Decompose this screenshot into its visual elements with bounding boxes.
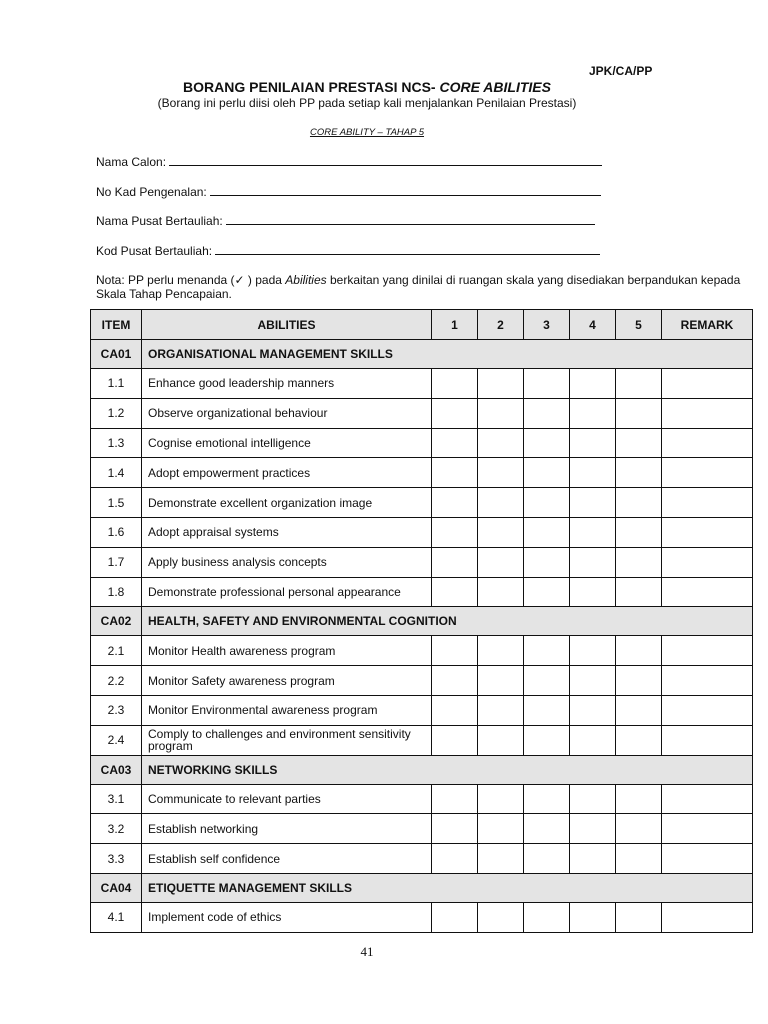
scale-5-cell[interactable] xyxy=(616,369,662,399)
remark-cell[interactable] xyxy=(662,636,753,666)
remark-cell[interactable] xyxy=(662,814,753,844)
ability-description: Enhance good leadership manners xyxy=(142,369,432,399)
note-text-1: Nota: PP perlu menanda (✓ ) pada xyxy=(96,273,286,287)
form-title-main: BORANG PENILAIAN PRESTASI NCS- xyxy=(183,79,440,95)
scale-3-cell[interactable] xyxy=(524,784,570,814)
item-number: 1.6 xyxy=(91,517,142,547)
ability-description: Apply business analysis concepts xyxy=(142,547,432,577)
item-number: 4.1 xyxy=(91,902,142,932)
remark-cell[interactable] xyxy=(662,547,753,577)
ability-description: Observe organizational behaviour xyxy=(142,398,432,428)
scale-5-cell[interactable] xyxy=(616,695,662,725)
field-kod-pusat-bertauliah[interactable] xyxy=(96,243,600,258)
scale-1-cell[interactable] xyxy=(432,844,478,874)
item-number: 3.2 xyxy=(91,814,142,844)
scale-5-cell[interactable] xyxy=(616,398,662,428)
table-row xyxy=(91,488,753,518)
item-number: 1.8 xyxy=(91,577,142,607)
table-row xyxy=(91,547,753,577)
section-header-row xyxy=(91,755,753,784)
scale-3-cell[interactable] xyxy=(524,902,570,932)
ability-description: Demonstrate professional personal appearance xyxy=(142,577,432,607)
scale-4-cell[interactable] xyxy=(570,814,616,844)
note-text-2: berkaitan yang dinilai di ruangan skala yang disediakan berpandukan kepada Skala Tahap Pencapaian. xyxy=(96,273,741,301)
remark-cell[interactable] xyxy=(662,902,753,932)
remark-cell[interactable] xyxy=(662,784,753,814)
scale-3-cell[interactable] xyxy=(524,398,570,428)
item-number: 1.1 xyxy=(91,369,142,399)
scale-3-cell[interactable] xyxy=(524,814,570,844)
scale-1-cell[interactable] xyxy=(432,666,478,696)
scale-1-cell[interactable] xyxy=(432,547,478,577)
scale-4-cell[interactable] xyxy=(570,902,616,932)
remark-cell[interactable] xyxy=(662,844,753,874)
field-label: Nama Calon: xyxy=(96,155,167,169)
scale-2-cell[interactable] xyxy=(478,902,524,932)
ability-description: Monitor Environmental awareness program xyxy=(142,695,432,725)
header-scale-1: 1 xyxy=(432,310,478,340)
scale-5-cell[interactable] xyxy=(616,488,662,518)
scale-4-cell[interactable] xyxy=(570,666,616,696)
table-row xyxy=(91,369,753,399)
scale-3-cell[interactable] xyxy=(524,725,570,755)
item-number: 3.1 xyxy=(91,784,142,814)
section-header-row xyxy=(91,607,753,636)
scale-5-cell[interactable] xyxy=(616,784,662,814)
abilities-assessment-table xyxy=(90,309,753,933)
ability-description: Monitor Health awareness program xyxy=(142,636,432,666)
scale-2-cell[interactable] xyxy=(478,369,524,399)
table-row xyxy=(91,666,753,696)
table-row xyxy=(91,458,753,488)
remark-cell[interactable] xyxy=(662,428,753,458)
scale-4-cell[interactable] xyxy=(570,844,616,874)
scale-1-cell[interactable] xyxy=(432,428,478,458)
scale-2-cell[interactable] xyxy=(478,577,524,607)
scale-2-cell[interactable] xyxy=(478,666,524,696)
form-reference-code: JPK/CA/PP xyxy=(589,64,653,78)
ability-description: Cognise emotional intelligence xyxy=(142,428,432,458)
table-header-row xyxy=(91,310,753,340)
scale-4-cell[interactable] xyxy=(570,725,616,755)
form-title-italic: CORE ABILITIES xyxy=(439,79,551,95)
scale-2-cell[interactable] xyxy=(478,488,524,518)
scale-4-cell[interactable] xyxy=(570,398,616,428)
header-abilities: ABILITIES xyxy=(142,310,432,340)
table-row xyxy=(91,695,753,725)
header-scale-5: 5 xyxy=(616,310,662,340)
scale-1-cell[interactable] xyxy=(432,577,478,607)
scale-5-cell[interactable] xyxy=(616,666,662,696)
scale-2-cell[interactable] xyxy=(478,517,524,547)
field-nama-calon[interactable] xyxy=(96,154,602,169)
table-row xyxy=(91,902,753,932)
scale-2-cell[interactable] xyxy=(478,428,524,458)
scale-5-cell[interactable] xyxy=(616,517,662,547)
scale-3-cell[interactable] xyxy=(524,547,570,577)
field-input-line[interactable] xyxy=(169,154,602,166)
ability-description: Establish self confidence xyxy=(142,844,432,874)
note-text-italic: Abilities xyxy=(285,273,327,287)
ability-description: Adopt empowerment practices xyxy=(142,458,432,488)
field-input-line[interactable] xyxy=(210,184,601,196)
field-label: No Kad Pengenalan: xyxy=(96,185,207,199)
section-code: CA04 xyxy=(91,873,142,902)
scale-4-cell[interactable] xyxy=(570,547,616,577)
page-number: 41 xyxy=(360,944,374,959)
scale-4-cell[interactable] xyxy=(570,577,616,607)
scale-1-cell[interactable] xyxy=(432,636,478,666)
scale-5-cell[interactable] xyxy=(616,902,662,932)
scale-1-cell[interactable] xyxy=(432,784,478,814)
scale-1-cell[interactable] xyxy=(432,814,478,844)
scale-5-cell[interactable] xyxy=(616,814,662,844)
scale-1-cell[interactable] xyxy=(432,725,478,755)
scale-3-cell[interactable] xyxy=(524,428,570,458)
item-number: 2.2 xyxy=(91,666,142,696)
ability-description: Demonstrate excellent organization image xyxy=(142,488,432,518)
remark-cell[interactable] xyxy=(662,488,753,518)
remark-cell[interactable] xyxy=(662,577,753,607)
section-title: ORGANISATIONAL MANAGEMENT SKILLS xyxy=(142,340,753,369)
scale-3-cell[interactable] xyxy=(524,458,570,488)
table-row xyxy=(91,725,753,755)
field-input-line[interactable] xyxy=(226,213,595,225)
scale-5-cell[interactable] xyxy=(616,844,662,874)
field-no-kad-pengenalan[interactable] xyxy=(96,184,601,199)
header-remark: REMARK xyxy=(662,310,753,340)
item-number: 1.3 xyxy=(91,428,142,458)
scale-5-cell[interactable] xyxy=(616,636,662,666)
remark-cell[interactable] xyxy=(662,695,753,725)
header-item: ITEM xyxy=(91,310,142,340)
scale-1-cell[interactable] xyxy=(432,517,478,547)
scale-3-cell[interactable] xyxy=(524,666,570,696)
header-scale-2: 2 xyxy=(478,310,524,340)
scale-5-cell[interactable] xyxy=(616,577,662,607)
header-scale-4: 4 xyxy=(570,310,616,340)
scale-1-cell[interactable] xyxy=(432,458,478,488)
scale-3-cell[interactable] xyxy=(524,636,570,666)
table-row xyxy=(91,844,753,874)
scale-2-cell[interactable] xyxy=(478,725,524,755)
scale-4-cell[interactable] xyxy=(570,488,616,518)
item-number: 2.1 xyxy=(91,636,142,666)
section-title: HEALTH, SAFETY AND ENVIRONMENTAL COGNITION xyxy=(142,607,753,636)
scale-2-cell[interactable] xyxy=(478,547,524,577)
scale-4-cell[interactable] xyxy=(570,458,616,488)
scale-2-cell[interactable] xyxy=(478,814,524,844)
item-number: 1.4 xyxy=(91,458,142,488)
scale-3-cell[interactable] xyxy=(524,577,570,607)
table-row xyxy=(91,428,753,458)
scale-4-cell[interactable] xyxy=(570,695,616,725)
item-number: 3.3 xyxy=(91,844,142,874)
section-title: NETWORKING SKILLS xyxy=(142,755,753,784)
table-row xyxy=(91,517,753,547)
scale-3-cell[interactable] xyxy=(524,369,570,399)
scale-3-cell[interactable] xyxy=(524,488,570,518)
table-row xyxy=(91,577,753,607)
scale-1-cell[interactable] xyxy=(432,695,478,725)
section-code: CA01 xyxy=(91,340,142,369)
remark-cell[interactable] xyxy=(662,398,753,428)
scale-1-cell[interactable] xyxy=(432,902,478,932)
scale-2-cell[interactable] xyxy=(478,458,524,488)
item-number: 1.5 xyxy=(91,488,142,518)
table-row xyxy=(91,784,753,814)
scale-3-cell[interactable] xyxy=(524,844,570,874)
scale-4-cell[interactable] xyxy=(570,636,616,666)
scale-2-cell[interactable] xyxy=(478,636,524,666)
table-row xyxy=(91,636,753,666)
scale-4-cell[interactable] xyxy=(570,428,616,458)
table-row xyxy=(91,398,753,428)
scale-5-cell[interactable] xyxy=(616,428,662,458)
section-code: CA02 xyxy=(91,607,142,636)
scale-1-cell[interactable] xyxy=(432,398,478,428)
scale-2-cell[interactable] xyxy=(478,695,524,725)
scale-1-cell[interactable] xyxy=(432,488,478,518)
scale-1-cell[interactable] xyxy=(432,369,478,399)
scale-4-cell[interactable] xyxy=(570,369,616,399)
ability-description: Adopt appraisal systems xyxy=(142,517,432,547)
remark-cell[interactable] xyxy=(662,517,753,547)
section-header-row xyxy=(91,873,753,902)
field-label: Nama Pusat Bertauliah: xyxy=(96,214,223,228)
scale-5-cell[interactable] xyxy=(616,458,662,488)
ability-description: Comply to challenges and environment sensitivity program xyxy=(142,725,432,755)
item-number: 2.4 xyxy=(91,725,142,755)
field-input-line[interactable] xyxy=(215,243,600,255)
section-code: CA03 xyxy=(91,755,142,784)
ability-description: Monitor Safety awareness program xyxy=(142,666,432,696)
remark-cell[interactable] xyxy=(662,666,753,696)
table-body xyxy=(91,340,753,933)
field-label: Kod Pusat Bertauliah: xyxy=(96,244,213,258)
scale-3-cell[interactable] xyxy=(524,695,570,725)
scale-3-cell[interactable] xyxy=(524,517,570,547)
scale-2-cell[interactable] xyxy=(478,398,524,428)
core-ability-level: CORE ABILITY – TAHAP 5 xyxy=(309,127,425,138)
scale-4-cell[interactable] xyxy=(570,784,616,814)
scale-5-cell[interactable] xyxy=(616,547,662,577)
ability-description: Communicate to relevant parties xyxy=(142,784,432,814)
form-subtitle: (Borang ini perlu diisi oleh PP pada setiap kali menjalankan Penilaian Prestasi) xyxy=(157,96,577,110)
scale-5-cell[interactable] xyxy=(616,725,662,755)
table-row xyxy=(91,814,753,844)
scale-2-cell[interactable] xyxy=(478,844,524,874)
scale-2-cell[interactable] xyxy=(478,784,524,814)
header-scale-3: 3 xyxy=(524,310,570,340)
ability-description: Implement code of ethics xyxy=(142,902,432,932)
instruction-note xyxy=(96,273,756,301)
remark-cell[interactable] xyxy=(662,369,753,399)
item-number: 2.3 xyxy=(91,695,142,725)
section-header-row xyxy=(91,340,753,369)
section-title: ETIQUETTE MANAGEMENT SKILLS xyxy=(142,873,753,902)
field-nama-pusat-bertauliah[interactable] xyxy=(96,213,595,228)
item-number: 1.7 xyxy=(91,547,142,577)
remark-cell[interactable] xyxy=(662,725,753,755)
remark-cell[interactable] xyxy=(662,458,753,488)
scale-4-cell[interactable] xyxy=(570,517,616,547)
form-title xyxy=(0,79,734,95)
item-number: 1.2 xyxy=(91,398,142,428)
ability-description: Establish networking xyxy=(142,814,432,844)
